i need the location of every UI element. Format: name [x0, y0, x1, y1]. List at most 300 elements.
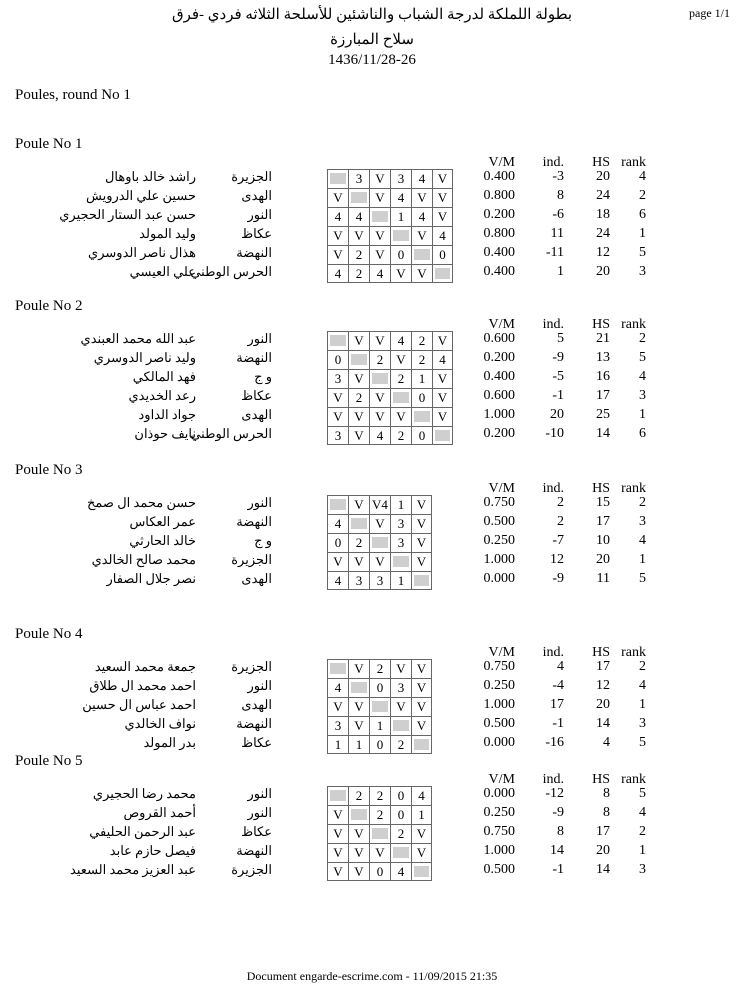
- bout-cell: V: [390, 659, 411, 678]
- fencer-vm: 0.200: [483, 207, 515, 222]
- fencer-hs: 17: [596, 514, 610, 529]
- bout-cell: V: [327, 862, 348, 881]
- bout-cell: V: [390, 697, 411, 716]
- fencer-row: [0, 735, 744, 754]
- footer: Document engarde-escrime.com - 11/09/2015 21:35: [246, 969, 498, 983]
- fencer-ind: -5: [552, 369, 564, 384]
- bout-cell: 4: [327, 678, 348, 697]
- bout-cell: V: [411, 533, 432, 552]
- column-header-hs: HS: [592, 481, 610, 496]
- bout-cell: V: [390, 264, 411, 283]
- bout-cell: 2: [390, 426, 411, 445]
- fencer-vm: 0.800: [483, 188, 515, 203]
- fencer-rank: 2: [639, 824, 646, 839]
- fencer-vm: 0.400: [483, 369, 515, 384]
- fencer-club: الهدى: [241, 697, 272, 712]
- fencer-rank: 4: [639, 805, 646, 820]
- fencer-ind: 2: [557, 514, 564, 529]
- bout-results: [327, 862, 432, 881]
- bout-cell: 0: [369, 678, 390, 697]
- bout-cell-self: [390, 388, 411, 407]
- fencer-rank: 1: [639, 407, 646, 422]
- bout-cell-self: [369, 697, 390, 716]
- fencer-row: [0, 331, 744, 350]
- fencer-hs: 14: [596, 862, 610, 877]
- bout-cell: 4: [411, 786, 432, 805]
- fencer-vm: 0.000: [483, 735, 515, 750]
- bout-cell: V: [348, 407, 369, 426]
- bout-cell-self: [327, 659, 348, 678]
- fencer-club: الجزيرة: [231, 862, 272, 877]
- fencer-name: حسن عبد الستار الحجيري: [59, 207, 196, 222]
- fencer-rank: 6: [639, 207, 646, 222]
- fencer-club: النور: [247, 805, 272, 820]
- fencer-ind: 8: [557, 824, 564, 839]
- fencer-vm: 1.000: [483, 697, 515, 712]
- self-bout-block: [372, 828, 388, 839]
- bout-results: [327, 678, 432, 697]
- bout-cell: 0: [369, 862, 390, 881]
- bout-cell: V: [348, 226, 369, 245]
- bout-cell: V: [327, 843, 348, 862]
- fencer-club: الهدى: [241, 407, 272, 422]
- self-bout-block: [372, 373, 388, 384]
- bout-cell: 2: [390, 369, 411, 388]
- bout-results: [327, 226, 453, 245]
- fencer-club: النهضة: [236, 245, 272, 260]
- column-header-hs: HS: [592, 317, 610, 332]
- bout-cell: 1: [390, 495, 411, 514]
- bout-cell: 0: [390, 805, 411, 824]
- bout-cell: V: [369, 188, 390, 207]
- fencer-row: [0, 369, 744, 388]
- column-header-rank: rank: [621, 772, 646, 787]
- bout-cell: 4: [369, 264, 390, 283]
- fencer-row: [0, 571, 744, 590]
- fencer-row: [0, 805, 744, 824]
- bout-cell: V: [327, 226, 348, 245]
- bout-cell: 1: [369, 716, 390, 735]
- fencer-rank: 3: [639, 716, 646, 731]
- fencer-hs: 8: [603, 805, 610, 820]
- bout-cell-self: [411, 245, 432, 264]
- poule-title: Poule No 3: [15, 462, 83, 478]
- self-bout-block: [330, 499, 346, 510]
- bout-results: [327, 369, 453, 388]
- bout-cell: V: [348, 495, 369, 514]
- fencer-rank: 4: [639, 678, 646, 693]
- bout-results: [327, 824, 432, 843]
- fencer-rank: 1: [639, 697, 646, 712]
- fencer-rank: 2: [639, 659, 646, 674]
- bout-cell: 3: [369, 571, 390, 590]
- fencer-club: النهضة: [236, 716, 272, 731]
- fencer-club: النور: [247, 678, 272, 693]
- column-header-vm: V/M: [488, 645, 515, 660]
- fencer-ind: -1: [552, 716, 564, 731]
- bout-results: [327, 331, 453, 350]
- fencer-name: جمعة محمد السعيد: [94, 659, 196, 674]
- bout-cell: 4: [432, 226, 453, 245]
- fencer-vm: 0.750: [483, 495, 515, 510]
- fencer-club: الهدى: [241, 571, 272, 586]
- fencer-name: نصر جلال الصفار: [106, 571, 196, 586]
- bout-cell: 3: [327, 369, 348, 388]
- fencer-ind: -9: [552, 571, 564, 586]
- fencer-row: [0, 426, 744, 445]
- fencer-row: [0, 533, 744, 552]
- bout-cell: 3: [348, 571, 369, 590]
- fencer-hs: 8: [603, 786, 610, 801]
- bout-cell: 3: [327, 426, 348, 445]
- fencer-name: احمد عباس ال حسين: [82, 697, 196, 712]
- fencer-vm: 0.800: [483, 226, 515, 241]
- fencer-rank: 4: [639, 169, 646, 184]
- bout-cell-self: [390, 716, 411, 735]
- column-header-rank: rank: [621, 317, 646, 332]
- column-header-hs: HS: [592, 772, 610, 787]
- self-bout-block: [372, 537, 388, 548]
- fencer-ind: -1: [552, 388, 564, 403]
- bout-cell: 0: [390, 786, 411, 805]
- fencer-vm: 0.750: [483, 824, 515, 839]
- bout-cell-self: [369, 369, 390, 388]
- fencer-vm: 0.500: [483, 514, 515, 529]
- self-bout-block: [414, 249, 430, 260]
- bout-cell: V: [432, 331, 453, 350]
- self-bout-block: [351, 809, 367, 820]
- fencer-row: [0, 245, 744, 264]
- fencer-vm: 0.250: [483, 805, 515, 820]
- bout-cell: V: [348, 369, 369, 388]
- fencer-hs: 17: [596, 824, 610, 839]
- column-header-rank: rank: [621, 155, 646, 170]
- bout-cell: 3: [390, 514, 411, 533]
- bout-cell: 0: [411, 388, 432, 407]
- bout-cell-self: [348, 678, 369, 697]
- column-header-ind: ind.: [542, 317, 564, 332]
- column-header-ind: ind.: [542, 645, 564, 660]
- self-bout-block: [330, 790, 346, 801]
- fencer-hs: 18: [596, 207, 610, 222]
- fencer-ind: -9: [552, 350, 564, 365]
- fencer-row: [0, 786, 744, 805]
- fencer-rank: 5: [639, 786, 646, 801]
- fencer-vm: 0.500: [483, 862, 515, 877]
- fencer-name: نايف حوذان: [134, 426, 196, 441]
- self-bout-block: [393, 230, 409, 241]
- bout-results: [327, 264, 453, 283]
- bout-cell-self: [327, 495, 348, 514]
- fencer-rank: 3: [639, 264, 646, 279]
- bout-cell-self: [411, 735, 432, 754]
- bout-cell: 4: [369, 426, 390, 445]
- bout-cell-self: [327, 169, 348, 188]
- column-header-vm: V/M: [488, 481, 515, 496]
- fencer-club: عكاظ: [241, 226, 272, 241]
- fencer-hs: 20: [596, 843, 610, 858]
- bout-cell-self: [327, 786, 348, 805]
- fencer-club: الجزيرة: [231, 552, 272, 567]
- fencer-name: علي العيسي: [129, 264, 196, 279]
- fencer-row: [0, 697, 744, 716]
- fencer-club: النور: [247, 331, 272, 346]
- bout-cell: V: [411, 188, 432, 207]
- bout-cell-self: [348, 805, 369, 824]
- fencer-hs: 21: [596, 331, 610, 346]
- bout-cell: V4: [369, 495, 390, 514]
- bout-cell: V: [369, 331, 390, 350]
- bout-cell: V: [348, 552, 369, 571]
- bout-cell-self: [369, 824, 390, 843]
- bout-results: [327, 407, 453, 426]
- round-title: Poules, round No 1: [15, 87, 131, 103]
- date-range: 1436/11/28-26: [328, 52, 416, 68]
- column-header-rank: rank: [621, 645, 646, 660]
- self-bout-block: [372, 211, 388, 222]
- fencer-name: أحمد القروص: [123, 805, 196, 820]
- bout-cell: V: [327, 824, 348, 843]
- fencer-name: وليد ناصر الدوسري: [93, 350, 196, 365]
- bout-cell-self: [411, 407, 432, 426]
- bout-cell-self: [327, 331, 348, 350]
- bout-cell-self: [390, 552, 411, 571]
- fencer-vm: 1.000: [483, 407, 515, 422]
- bout-cell-self: [390, 226, 411, 245]
- bout-cell: 2: [348, 786, 369, 805]
- fencer-ind: 5: [557, 331, 564, 346]
- column-header-vm: V/M: [488, 155, 515, 170]
- fencer-vm: 0.600: [483, 331, 515, 346]
- bout-cell: V: [411, 659, 432, 678]
- fencer-vm: 1.000: [483, 843, 515, 858]
- fencer-hs: 12: [596, 245, 610, 260]
- column-header-hs: HS: [592, 645, 610, 660]
- fencer-ind: 1: [557, 264, 564, 279]
- bout-cell: V: [432, 207, 453, 226]
- bout-cell: V: [411, 716, 432, 735]
- bout-cell-self: [348, 188, 369, 207]
- bout-cell: 2: [369, 805, 390, 824]
- bout-cell: V: [348, 716, 369, 735]
- bout-cell: 0: [411, 426, 432, 445]
- fencer-club: الحرس الوطني: [190, 264, 272, 279]
- bout-cell: V: [432, 188, 453, 207]
- fencer-rank: 2: [639, 495, 646, 510]
- fencer-ind: -3: [552, 169, 564, 184]
- fencer-name: هذال ناصر الدوسري: [88, 245, 196, 260]
- column-header-vm: V/M: [488, 317, 515, 332]
- fencer-row: [0, 843, 744, 862]
- bout-cell: V: [348, 331, 369, 350]
- fencer-name: جواد الداود: [138, 407, 196, 422]
- bout-cell: 4: [390, 862, 411, 881]
- fencer-hs: 20: [596, 552, 610, 567]
- bout-results: [327, 552, 432, 571]
- fencer-hs: 24: [596, 188, 610, 203]
- bout-cell: 4: [327, 264, 348, 283]
- fencer-row: [0, 716, 744, 735]
- fencer-row: [0, 264, 744, 283]
- fencer-hs: 12: [596, 678, 610, 693]
- fencer-rank: 6: [639, 426, 646, 441]
- bout-cell: V: [369, 407, 390, 426]
- fencer-name: فهد المالكي: [132, 369, 196, 384]
- bout-results: [327, 735, 432, 754]
- bout-cell: 4: [411, 169, 432, 188]
- fencer-row: [0, 824, 744, 843]
- bout-cell: 4: [411, 207, 432, 226]
- fencer-rank: 5: [639, 735, 646, 750]
- bout-cell: 4: [327, 571, 348, 590]
- bout-cell: V: [390, 350, 411, 369]
- bout-cell: 4: [390, 331, 411, 350]
- bout-results: [327, 843, 432, 862]
- fencer-ind: -12: [545, 786, 564, 801]
- fencer-row: [0, 350, 744, 369]
- fencer-club: عكاظ: [241, 735, 272, 750]
- fencer-vm: 0.600: [483, 388, 515, 403]
- bout-cell: V: [411, 697, 432, 716]
- fencer-vm: 0.200: [483, 426, 515, 441]
- fencer-name: خالد الحارثي: [129, 533, 196, 548]
- fencer-vm: 1.000: [483, 552, 515, 567]
- bout-results: [327, 786, 432, 805]
- bout-cell: V: [390, 407, 411, 426]
- bout-cell: V: [327, 805, 348, 824]
- self-bout-block: [414, 575, 429, 586]
- self-bout-block: [393, 847, 409, 858]
- bout-results: [327, 188, 453, 207]
- bout-cell: V: [327, 552, 348, 571]
- fencer-club: الجزيرة: [231, 169, 272, 184]
- fencer-hs: 20: [596, 697, 610, 712]
- bout-cell-self: [432, 426, 453, 445]
- bout-results: [327, 426, 453, 445]
- fencer-rank: 5: [639, 245, 646, 260]
- fencer-name: رعد الخديدي: [128, 388, 196, 403]
- fencer-name: عبد الله محمد العبندي: [80, 331, 196, 346]
- bout-cell: 2: [348, 533, 369, 552]
- fencer-ind: -11: [545, 245, 564, 260]
- fencer-club: النهضة: [236, 843, 272, 858]
- fencer-name: حسن محمد ال صمخ: [87, 495, 196, 510]
- fencer-ind: -9: [552, 805, 564, 820]
- bout-cell: V: [348, 843, 369, 862]
- fencer-row: [0, 862, 744, 881]
- self-bout-block: [435, 268, 450, 279]
- bout-cell: V: [411, 552, 432, 571]
- fencer-ind: -10: [545, 426, 564, 441]
- bout-cell: 3: [390, 678, 411, 697]
- fencer-vm: 0.500: [483, 716, 515, 731]
- bout-cell: V: [369, 388, 390, 407]
- fencer-vm: 0.400: [483, 169, 515, 184]
- self-bout-block: [330, 335, 346, 346]
- fencer-hs: 20: [596, 169, 610, 184]
- bout-cell: V: [369, 169, 390, 188]
- fencer-vm: 0.750: [483, 659, 515, 674]
- poule-title: Poule No 2: [15, 298, 83, 314]
- fencer-row: [0, 514, 744, 533]
- bout-cell: 1: [348, 735, 369, 754]
- self-bout-block: [435, 430, 450, 441]
- column-header-hs: HS: [592, 155, 610, 170]
- fencer-hs: 10: [596, 533, 610, 548]
- bout-cell-self: [369, 533, 390, 552]
- bout-results: [327, 716, 432, 735]
- self-bout-block: [330, 663, 346, 674]
- bout-cell: 1: [411, 369, 432, 388]
- fencer-row: [0, 169, 744, 188]
- bout-results: [327, 207, 453, 226]
- fencer-name: محمد رضا الحجيري: [92, 786, 196, 801]
- bout-cell: V: [411, 495, 432, 514]
- fencer-club: النهضة: [236, 514, 272, 529]
- fencer-hs: 14: [596, 426, 610, 441]
- bout-cell: 2: [390, 824, 411, 843]
- tournament-title: بطولة اللملكة لدرجة الشباب والناشئين للأسلحة الثلاثه فردي -فرق: [171, 7, 573, 23]
- bout-cell: V: [411, 226, 432, 245]
- weapon-title: سلاح المبارزة: [330, 32, 414, 48]
- fencer-club: النور: [247, 495, 272, 510]
- fencer-hs: 17: [596, 388, 610, 403]
- fencer-club: عكاظ: [241, 388, 272, 403]
- bout-cell-self: [369, 207, 390, 226]
- bout-results: [327, 659, 432, 678]
- bout-results: [327, 805, 432, 824]
- bout-cell: 2: [369, 659, 390, 678]
- bout-cell: V: [432, 388, 453, 407]
- bout-cell: V: [369, 552, 390, 571]
- bout-cell: V: [432, 407, 453, 426]
- bout-cell: 0: [390, 245, 411, 264]
- fencer-vm: 0.250: [483, 678, 515, 693]
- bout-cell: 4: [327, 514, 348, 533]
- fencer-name: فيصل حازم عابد: [109, 843, 196, 858]
- fencer-row: [0, 388, 744, 407]
- fencer-hs: 20: [596, 264, 610, 279]
- poule-title: Poule No 5: [15, 753, 83, 769]
- fencer-rank: 5: [639, 350, 646, 365]
- bout-cell-self: [348, 514, 369, 533]
- fencer-vm: 0.200: [483, 350, 515, 365]
- fencer-name: عبد الرحمن الحليفي: [89, 824, 196, 839]
- bout-cell: V: [369, 843, 390, 862]
- bout-cell: V: [327, 407, 348, 426]
- fencer-rank: 5: [639, 571, 646, 586]
- fencer-row: [0, 659, 744, 678]
- fencer-row: [0, 552, 744, 571]
- fencer-ind: 20: [550, 407, 564, 422]
- fencer-rank: 3: [639, 388, 646, 403]
- bout-cell: 3: [390, 533, 411, 552]
- bout-cell-self: [432, 264, 453, 283]
- fencer-club: و ج: [254, 533, 272, 548]
- fencer-ind: 2: [557, 495, 564, 510]
- fencer-name: بدر المولد: [143, 735, 196, 750]
- fencer-vm: 0.400: [483, 264, 515, 279]
- column-header-ind: ind.: [542, 155, 564, 170]
- fencer-hs: 4: [603, 735, 610, 750]
- fencer-rank: 3: [639, 862, 646, 877]
- bout-cell: 2: [348, 388, 369, 407]
- fencer-name: عمر العكاس: [129, 514, 196, 529]
- fencer-ind: -6: [552, 207, 564, 222]
- fencer-hs: 15: [596, 495, 610, 510]
- fencer-ind: 12: [550, 552, 564, 567]
- bout-cell: 0: [327, 533, 348, 552]
